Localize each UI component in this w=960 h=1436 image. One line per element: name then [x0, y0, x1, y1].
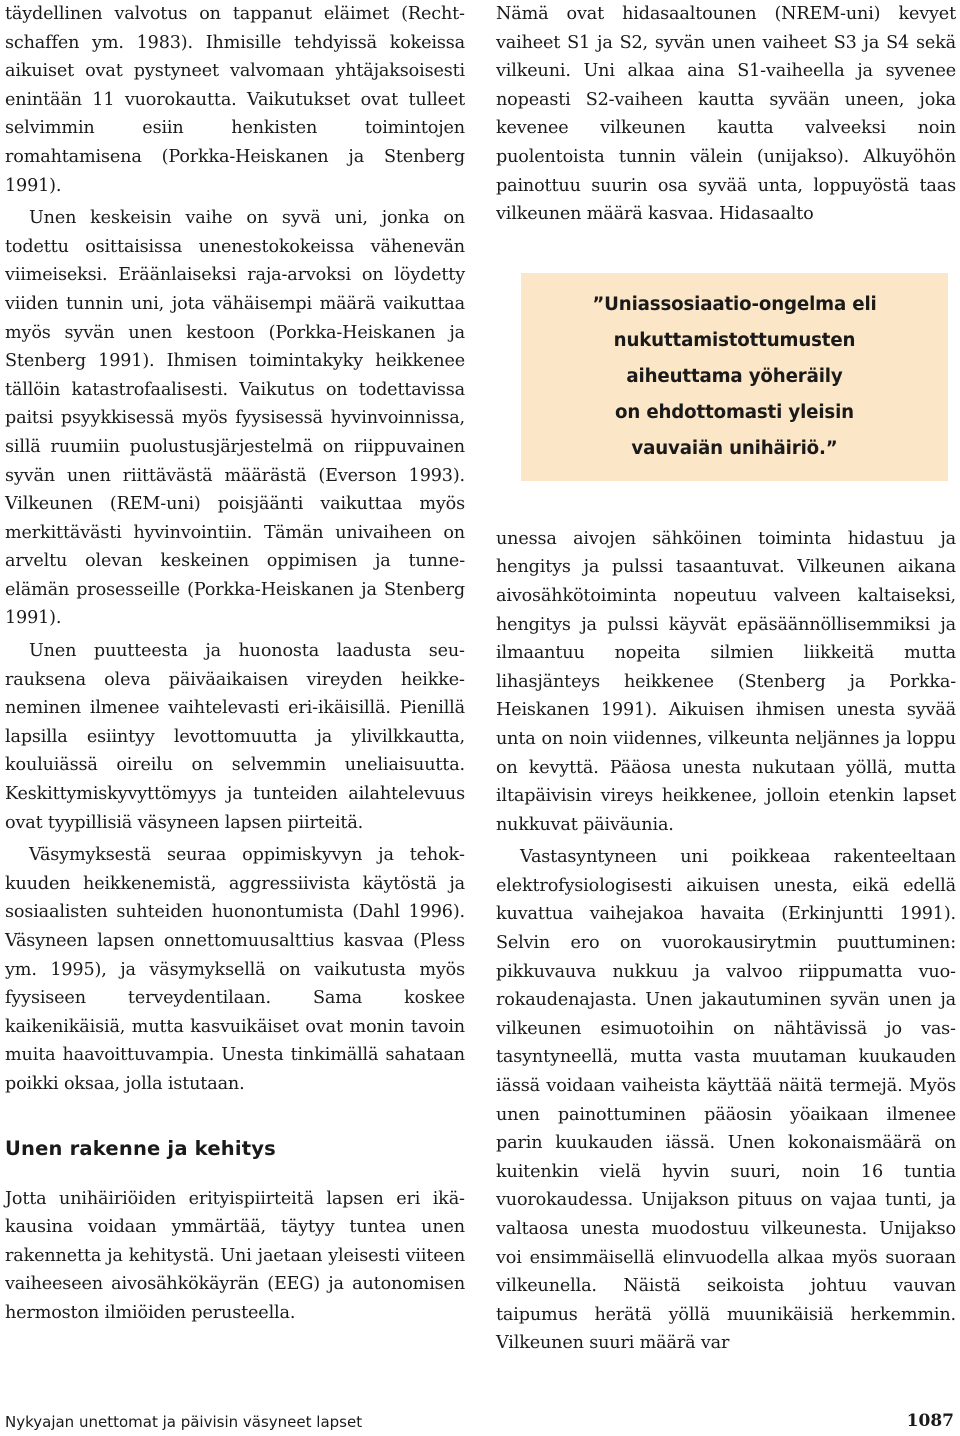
paragraph-5: Jotta unihäiriöiden erityispiirteitä lapsen eri ikäkausina voidaan ymmärtää, täytyy tuntea unen rakennetta ja kehitystä. Uni jaetaan yleisesti viiteen vaiheeseen aivosähkökäyrän (EEG) ja autonomisen hermoston ilmiöiden perusteella.: [5, 1188, 465, 1323]
pull-quote-line: ”Uniassosiaatio-ongelma eli: [592, 293, 877, 315]
paragraph-8: Vastasyntyneen uni poikkeaa rakenteeltaan elektrofysiologisesti aikuisen unesta, eikä edellä kuvattua vaihejakoa havaita (Erkinjuntti 1991). Selvin ero on vuorokausirytmin puuttuminen: pikkuvauva nukkuu ja valvoo riippumatta vuorokaudenajasta. Unen jakautuminen syvän unen ja vilkeunen esimuotoihin on nähtävissä jo vastasyntyneellä, mutta vasta muutaman kuukauden iässä voidaan vaiheista käyttää näitä termejä. Myös unen painottuminen pääosin yöaikaan ilmenee parin kuukauden iässä. Unen kokonaismäärä on kuitenkin vielä hyvin suuri, noin 16 tuntia vuorokaudessa. Unijakson pituus on vajaa tunti, ja valtaosa unesta muodostuu vilkeunesta. Unijakso voi ensimmäisellä elinvuodella alkaa myös suoraan vilkeunella. Näistä seikoista johtuu vauvan taipumus herätä yöllä muunikäisiä herkemmin. Vilkeunen suuri määrä var: [496, 847, 956, 1354]
paragraph-6: Nämä ovat hidasaaltounen (NREM-uni) kevyet vaiheet S1 ja S2, syvän unen vaiheet S3 ja S4 sekä vilkeuni. Uni alkaa aina S1-vaiheella ja syvenee nopeasti S2-vaiheen kautta syvään uneen, joka kevenee vilkeunen kautta valveeksi noin puolentoista tunnin välein (unijakso). Alkuyöhön painottuu suurin osa syvää unta, loppuyöstä taas vilkeunen määrä kasvaa. Hidasaalto: [496, 4, 956, 225]
left-column: [5, 0, 465, 1328]
pull-quote: [521, 273, 948, 481]
running-footer-title: Nykyajan unettomat ja päivisin väsyneet lapset: [5, 1413, 363, 1431]
pull-quote-line: nukuttamistottumusten: [613, 329, 856, 351]
paragraph-4: Väsymyksestä seuraa oppimiskyvyn ja tehokkuuden heikkenemistä, aggressiivista käytöstä ja sosiaalisten suhteiden huonontumista (Dahl 1996). Väsyneen lapsen onnettomuusalttius kasvaa (Pless ym. 1995), ja väsymyksellä on vaikutusta myös fyysiseen terveydentilaan. Sama koskee kaikenikäisiä, mutta kasvuikäiset ovat monin tavoin muita haavoittuvampia. Unesta tinkimällä sahataan poikki oksaa, jolla istutaan.: [5, 845, 465, 1094]
page-number: 1087: [906, 1411, 954, 1431]
paragraph-3: Unen puutteesta ja huonosta laadusta seurauksena oleva päiväaikaisen vireyden heikkeneminen ilmenee vaihtelevasti eri-ikäisillä. Pienillä lapsilla esiintyy levottomuutta ja ylivilkkautta, kouluiässä oireilu on selvemmin uneliaisuutta. Keskittymiskyvyttömyys ja tunteiden ailahtelevuus ovat tyypillisiä väsyneen lapsen piirteitä.: [5, 641, 465, 833]
pull-quote-line: aiheuttama yöheräily: [626, 365, 843, 387]
section-heading: Unen rakenne ja kehitys: [5, 1136, 276, 1160]
pull-quote-line: on ehdottomasti yleisin: [615, 401, 854, 423]
paragraph-7: unessa aivojen sähköinen toiminta hidastuu ja hengitys ja pulssi tasaantuvat. Vilkeunen aikana aivosähkötoiminta nopeutuu valveen kaltaiseksi, hengitys ja pulssi käyvät epäsäännöllisemmiksi ja ilmaantuu nopeita silmien liikkeitä mutta lihasjänteys heikkenee (Stenberg ja Porkka-Heiskanen 1991). Aikuisen ihmisen unesta syvää unta on noin viidennes, vilkeunta neljännes ja loppu on kevyttä. Pääosa unesta nukutaan yöllä, mutta iltapäivisin vireys heikkenee, jolloin etenkin lapset nukkuvat päiväunia.: [496, 528, 956, 835]
paragraph-1: täydellinen valvotus on tappanut eläimet (Rechtschaffen ym. 1983). Ihmisille tehdyissä kokeissa aikuiset ovat pystyneet valvomaan yhtäjaksoisesti enintään 11 vuorokautta. Vaikutukset ovat tulleet selvimmin esiin henkisten toimintojen romahtamisena (Porkka-Heiskanen ja Stenberg 1991).: [5, 4, 465, 196]
right-column: [496, 0, 956, 1358]
paragraph-2: Unen keskeisin vaihe on syvä uni, jonka on todettu osittaisissa unenestokokeissa vähenevän viimeiseksi. Eräänlaiseksi raja-arvoksi on löydetty viiden tunnin uni, jota vähäisempi määrä vaikuttaa myös syvän unen kestoon (Porkka-Heiskanen ja Stenberg 1991). Ihmisen toimintakyky heikkenee tällöin katastrofaalisesti. Vaikutus on todettavissa paitsi psyykkisessä myös fyysisessä hyvinvoinnissa, sillä ruumiin puolustusjärjestelmä on riippuvainen syvän unen riittävästä määrästä (Everson 1993). Vilkeunen (REM-uni) poisjäänti vaikuttaa myös merkittävästi hyvinvointiin. Tämän univaiheen on arveltu olevan keskeinen oppimisen ja tunne-elämän prosesseille (Porkka-Heiskanen ja Stenberg 1991).: [5, 208, 465, 629]
pull-quote-line: vauvaiän unihäiriö.”: [631, 437, 838, 459]
